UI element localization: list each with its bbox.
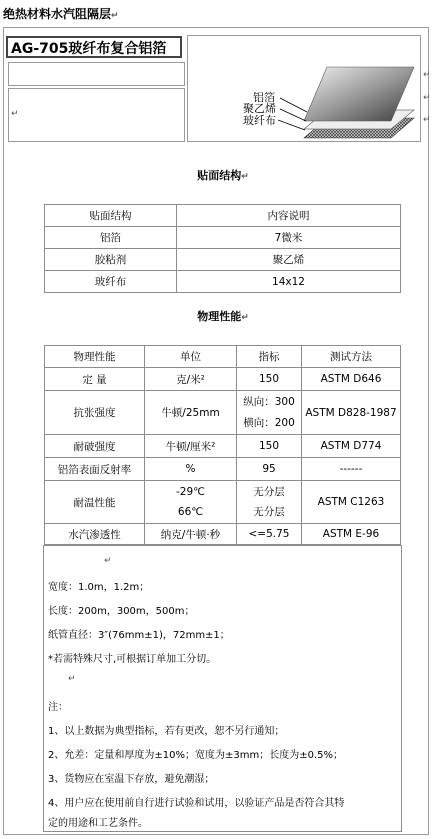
table-cell: 牛顿/25mm — [145, 391, 237, 435]
table-row — [45, 391, 401, 435]
table-row — [45, 458, 401, 481]
table-header-cell: 贴面结构 — [45, 205, 177, 227]
table-row — [45, 227, 401, 249]
note-line: 3、货物应在室温下存放，避免潮湿； — [48, 774, 215, 785]
note-line: 1、以上数据为典型指标，若有更改，恕不另行通知； — [48, 726, 285, 737]
note-line: 纸管直径：3″(76mm±1)，72mm±1； — [48, 630, 230, 641]
product-diagram — [187, 35, 421, 142]
table-row — [45, 346, 401, 368]
table-cell: 95 — [237, 458, 302, 481]
transverse-value: 横向：200 — [243, 416, 295, 429]
table-cell: ASTM D646 — [302, 368, 401, 391]
structure-table — [44, 204, 401, 293]
table-cell: 定 量 — [45, 368, 145, 391]
empty-cell — [8, 62, 185, 86]
note-line: 长度：200m，300m，500m； — [48, 606, 195, 617]
table-header-cell: 内容说明 — [177, 205, 401, 227]
laminate-layers-illustration — [188, 36, 420, 141]
table-cell: 玻纤布 — [45, 271, 177, 293]
page-title: 绝热材料水汽阻隔层↵ — [3, 7, 119, 21]
empty-cell: ↵ — [8, 88, 185, 142]
label-polyethylene: 聚乙烯 — [243, 102, 276, 115]
table-header-cell: 单位 — [145, 346, 237, 368]
table-cell: 150 — [237, 368, 302, 391]
table-cell: % — [145, 458, 237, 481]
temperature-low: -29℃ — [176, 486, 205, 498]
table-cell: 水汽渗透性 — [45, 524, 145, 545]
table-row — [45, 524, 401, 545]
label-fiberglass: 玻纤布 — [243, 114, 276, 127]
table-cell: 抗张强度 — [45, 391, 145, 435]
table-cell: 14x12 — [177, 271, 401, 293]
table-row — [45, 249, 401, 271]
note-line: 定的用途和工艺条件。 — [48, 818, 148, 829]
physical-properties-table — [44, 345, 401, 545]
table-cell: 克/米² — [145, 368, 237, 391]
table-cell: 聚乙烯 — [177, 249, 401, 271]
product-title: AG-705玻纤布复合铝箔 — [6, 36, 182, 58]
result-high: 无分层 — [253, 506, 285, 518]
section-heading-physical: 物理性能↵ — [197, 310, 249, 323]
table-row — [45, 205, 401, 227]
table-header-cell: 指标 — [237, 346, 302, 368]
table-cell: 150 — [237, 435, 302, 458]
longitudinal-value: 纵向：300 — [243, 395, 295, 408]
label-foil: 铝箔 — [253, 91, 275, 104]
table-header-cell: 物理性能 — [45, 346, 145, 368]
table-cell: ASTM E-96 — [302, 524, 401, 545]
section-heading-structure: 贴面结构↵ — [197, 169, 249, 182]
table-row — [45, 481, 401, 524]
table-header-cell: 测试方法 — [302, 346, 401, 368]
table-cell: 铝箔 — [45, 227, 177, 249]
table-cell: ASTM D774 — [302, 435, 401, 458]
result-low: 无分层 — [253, 486, 285, 498]
table-cell: 牛顿/厘米² — [145, 435, 237, 458]
table-cell: 耐温性能 — [45, 481, 145, 524]
table-cell: 铝箔表面反射率 — [45, 458, 145, 481]
table-row — [45, 271, 401, 293]
notes-box: ↵ 宽度：1.0m，1.2m； 长度：200m，300m，500m； 纸管直径：3″(76mm±1)，72mm±1； *若需特殊尺寸,可根据订单加工分切。 ↵ 注： 1、以上数据为典型指标，若有更改，恕不另行通知； 2、允差：定量和厚度为±10%；宽度为±3mm；长度为±0.5%； 3、货物应在室温下存放，避免潮湿； 4、用户应在使用前自行进行试验和试用，以验证产品是否符合其特 定的用途和工艺条件。 — [43, 545, 402, 832]
note-line: *若需特殊尺寸,可根据订单加工分切。 — [48, 654, 217, 665]
table-cell: ASTM C1263 — [302, 481, 401, 524]
table-cell: <=5.75 — [237, 524, 302, 545]
note-line: 2、允差：定量和厚度为±10%；宽度为±3mm；长度为±0.5%； — [48, 750, 343, 761]
table-cell: 胶粘剂 — [45, 249, 177, 271]
table-cell: ASTM D828-1987 — [302, 391, 401, 435]
table-cell: ------ — [302, 458, 401, 481]
table-cell — [145, 481, 237, 524]
table-cell: 耐破强度 — [45, 435, 145, 458]
table-cell: 7微米 — [177, 227, 401, 249]
note-line: 宽度：1.0m，1.2m； — [48, 582, 150, 593]
table-cell: 纳克/牛顿·秒 — [145, 524, 237, 545]
note-line: 注： — [48, 702, 68, 713]
temperature-high: 66℃ — [177, 506, 204, 518]
table-cell — [237, 481, 302, 524]
note-line: 4、用户应在使用前自行进行试验和试用，以验证产品是否符合其特 — [48, 798, 345, 809]
table-cell — [237, 391, 302, 435]
table-row — [45, 368, 401, 391]
table-row — [45, 435, 401, 458]
